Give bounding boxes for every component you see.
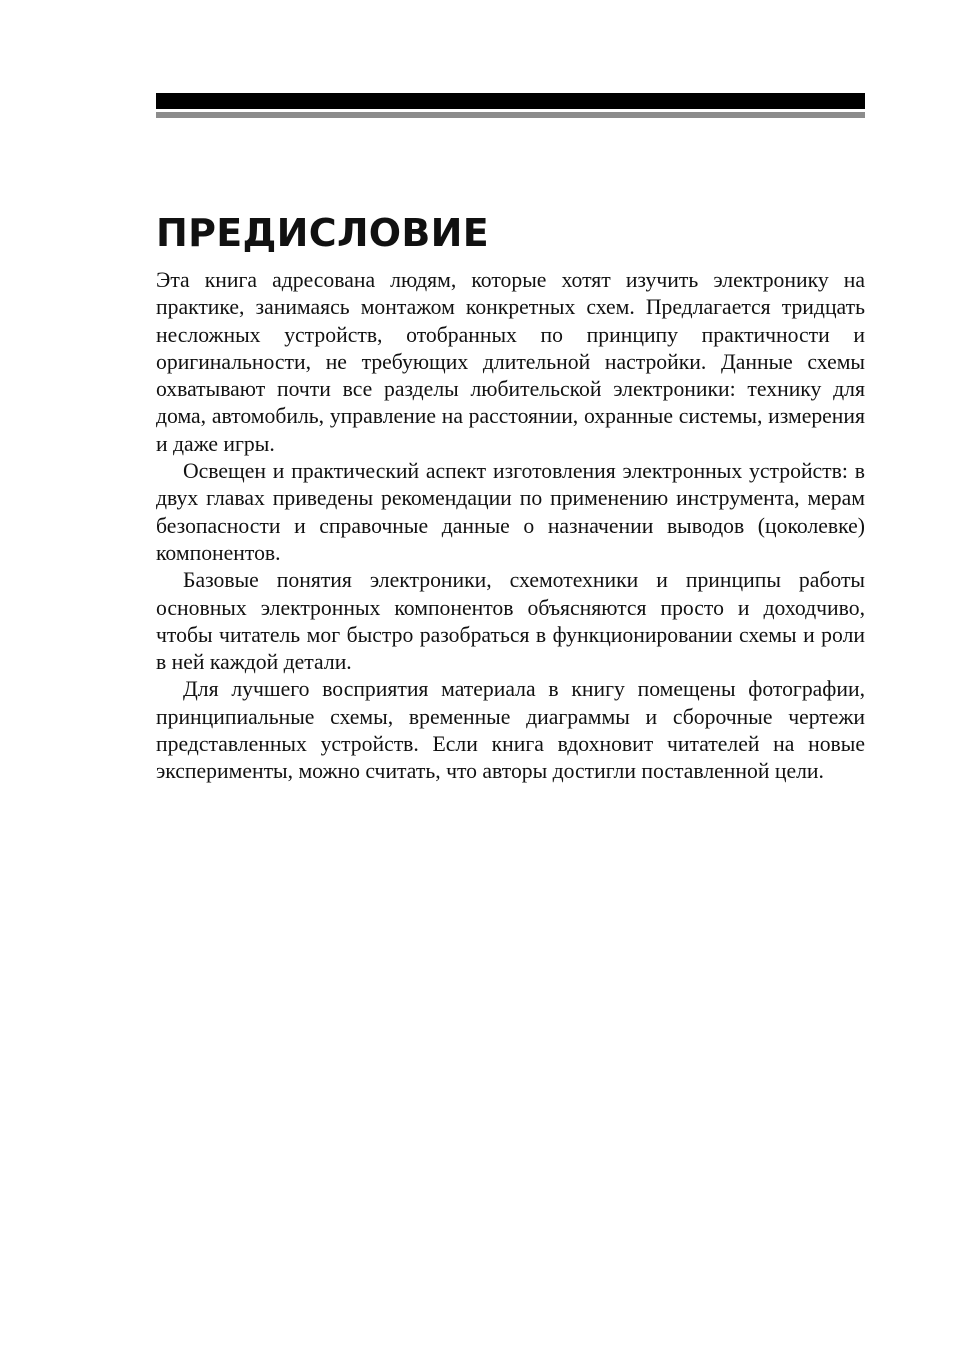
chapter-heading: ПРЕДИСЛОВИЕ xyxy=(156,211,490,255)
paragraph-3: Базовые понятия электроники, схемотехники и принципы работы основных электронных компонентов объясняются просто и доходчиво, чтобы читатель мог быстро разобраться в функционировании схемы и роли в ней каждой детали. xyxy=(156,568,865,675)
header-rule-gray xyxy=(156,112,865,118)
paragraph-2: Освещен и практический аспект изготовления электронных устройств: в двух главах приведены рекомендации по применению инструмента, мерам безопасности и справочные данные о назначении выводов (цоколевке) компонентов. xyxy=(156,459,865,565)
header-rule-black xyxy=(156,93,865,109)
paragraph-1: Эта книга адресована людям, которые хотят изучить электронику на практике, занимаясь монтажом конкретных схем. Предлагается тридцать несложных устройств, отобранных по принципу практичности и оригинальности, не требующих длительной настройки. Данные схемы охватывают почти все разделы любительской электроники: технику для дома, автомобиль, управление на расстоянии, охранные системы, измерения и даже игры. xyxy=(156,268,865,456)
preface-body xyxy=(156,267,865,786)
paragraph-4: Для лучшего восприятия материала в книгу помещены фотографии, принципиальные схемы, временные диаграммы и сборочные чертежи представленных устройств. Если книга вдохновит читателей на новые эксперименты, можно считать, что авторы достигли поставленной цели. xyxy=(156,677,865,784)
